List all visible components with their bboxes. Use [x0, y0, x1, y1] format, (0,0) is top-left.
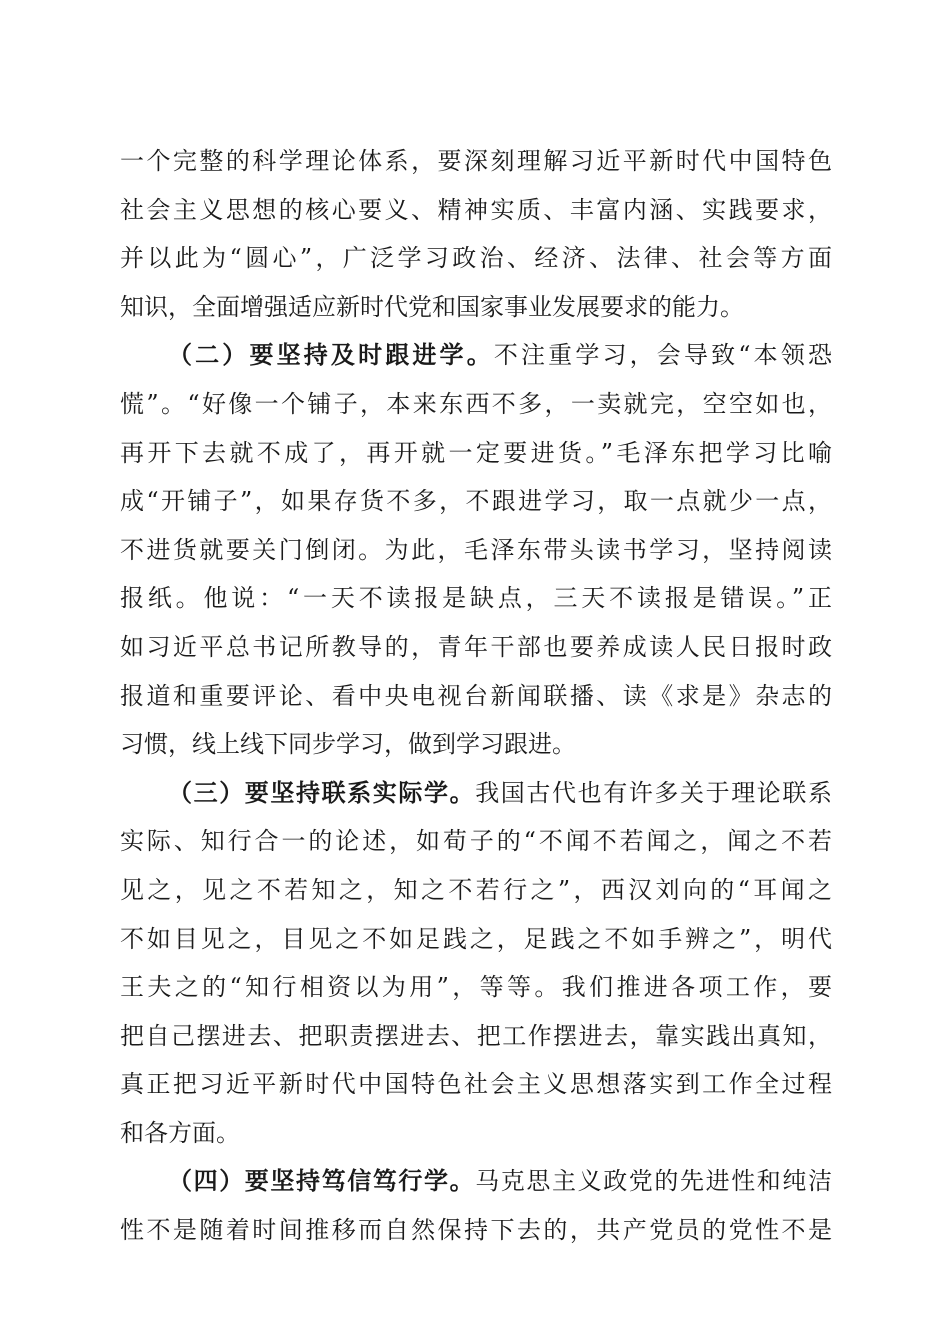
- text-line: 慌”。“好像一个铺子，本来东西不多，一卖就完，空空如也，: [120, 389, 832, 418]
- text-line: 习惯，线上线下同步学习，做到学习跟进。: [120, 730, 576, 759]
- text-line: 见之，见之不若知之，知之不若行之”，西汉刘向的“耳闻之: [120, 875, 832, 904]
- section-heading: （二）要坚持及时跟进学。: [168, 340, 494, 370]
- text-line: 并以此为“圆心”，广泛学习政治、经济、法律、社会等方面: [120, 244, 832, 273]
- section-heading: （四）要坚持笃信笃行学。: [168, 1166, 476, 1196]
- section-heading: （三）要坚持联系实际学。: [168, 777, 476, 807]
- section-text: 马克思主义政党的先进性和纯洁: [475, 1167, 833, 1196]
- text-line: 再开下去就不成了，再开就一定要进货。”毛泽东把学习比喻: [120, 438, 832, 467]
- section-text: 不注重学习，会导致“本领恐: [493, 341, 832, 370]
- text-line: 报纸。他说：“一天不读报是缺点，三天不读报是错误。”正: [120, 584, 832, 613]
- text-line: 报道和重要评论、看中央电视台新闻联播、读《求是》杂志的: [120, 681, 832, 710]
- text-line: 如习近平总书记所教导的，青年干部也要养成读人民日报时政: [120, 632, 832, 661]
- text-line: 知识，全面增强适应新时代党和国家事业发展要求的能力。: [120, 292, 744, 321]
- text-line: 和各方面。: [120, 1118, 240, 1147]
- text-line: 王夫之的“知行相资以为用”，等等。我们推进各项工作，要: [120, 973, 832, 1002]
- intro-paragraph: [120, 137, 832, 331]
- text-line: 真正把习近平新时代中国特色社会主义思想落实到工作全过程: [120, 1070, 832, 1099]
- body-text: [120, 137, 832, 1255]
- text-line: 一个完整的科学理论体系，要深刻理解习近平新时代中国特色: [120, 147, 832, 175]
- section-first-line: [120, 769, 832, 818]
- text-line: 不如目见之，目见之不如足践之，足践之不如手辨之”，明代: [120, 924, 832, 953]
- section-first-line: [120, 1157, 832, 1206]
- section-3-paragraph: [120, 769, 832, 1158]
- section-text: 我国古代也有许多关于理论联系: [475, 778, 833, 807]
- section-4-paragraph: [120, 1157, 832, 1254]
- text-line: 实际、知行合一的论述，如荀子的“不闻不若闻之，闻之不若: [120, 827, 832, 856]
- text-line: 成“开铺子”，如果存货不多，不跟进学习，取一点就少一点，: [120, 487, 832, 516]
- section-first-line: [120, 331, 832, 380]
- section-2-paragraph: [120, 331, 832, 768]
- text-line: 不进货就要关门倒闭。为此，毛泽东带头读书学习，坚持阅读: [120, 535, 832, 564]
- text-line: 性不是随着时间推移而自然保持下去的，共产党员的党性不是: [120, 1216, 832, 1245]
- text-line: 把自己摆进去、把职责摆进去、把工作摆进去，靠实践出真知，: [120, 1021, 832, 1050]
- text-line: 社会主义思想的核心要义、精神实质、丰富内涵、实践要求，: [120, 195, 832, 224]
